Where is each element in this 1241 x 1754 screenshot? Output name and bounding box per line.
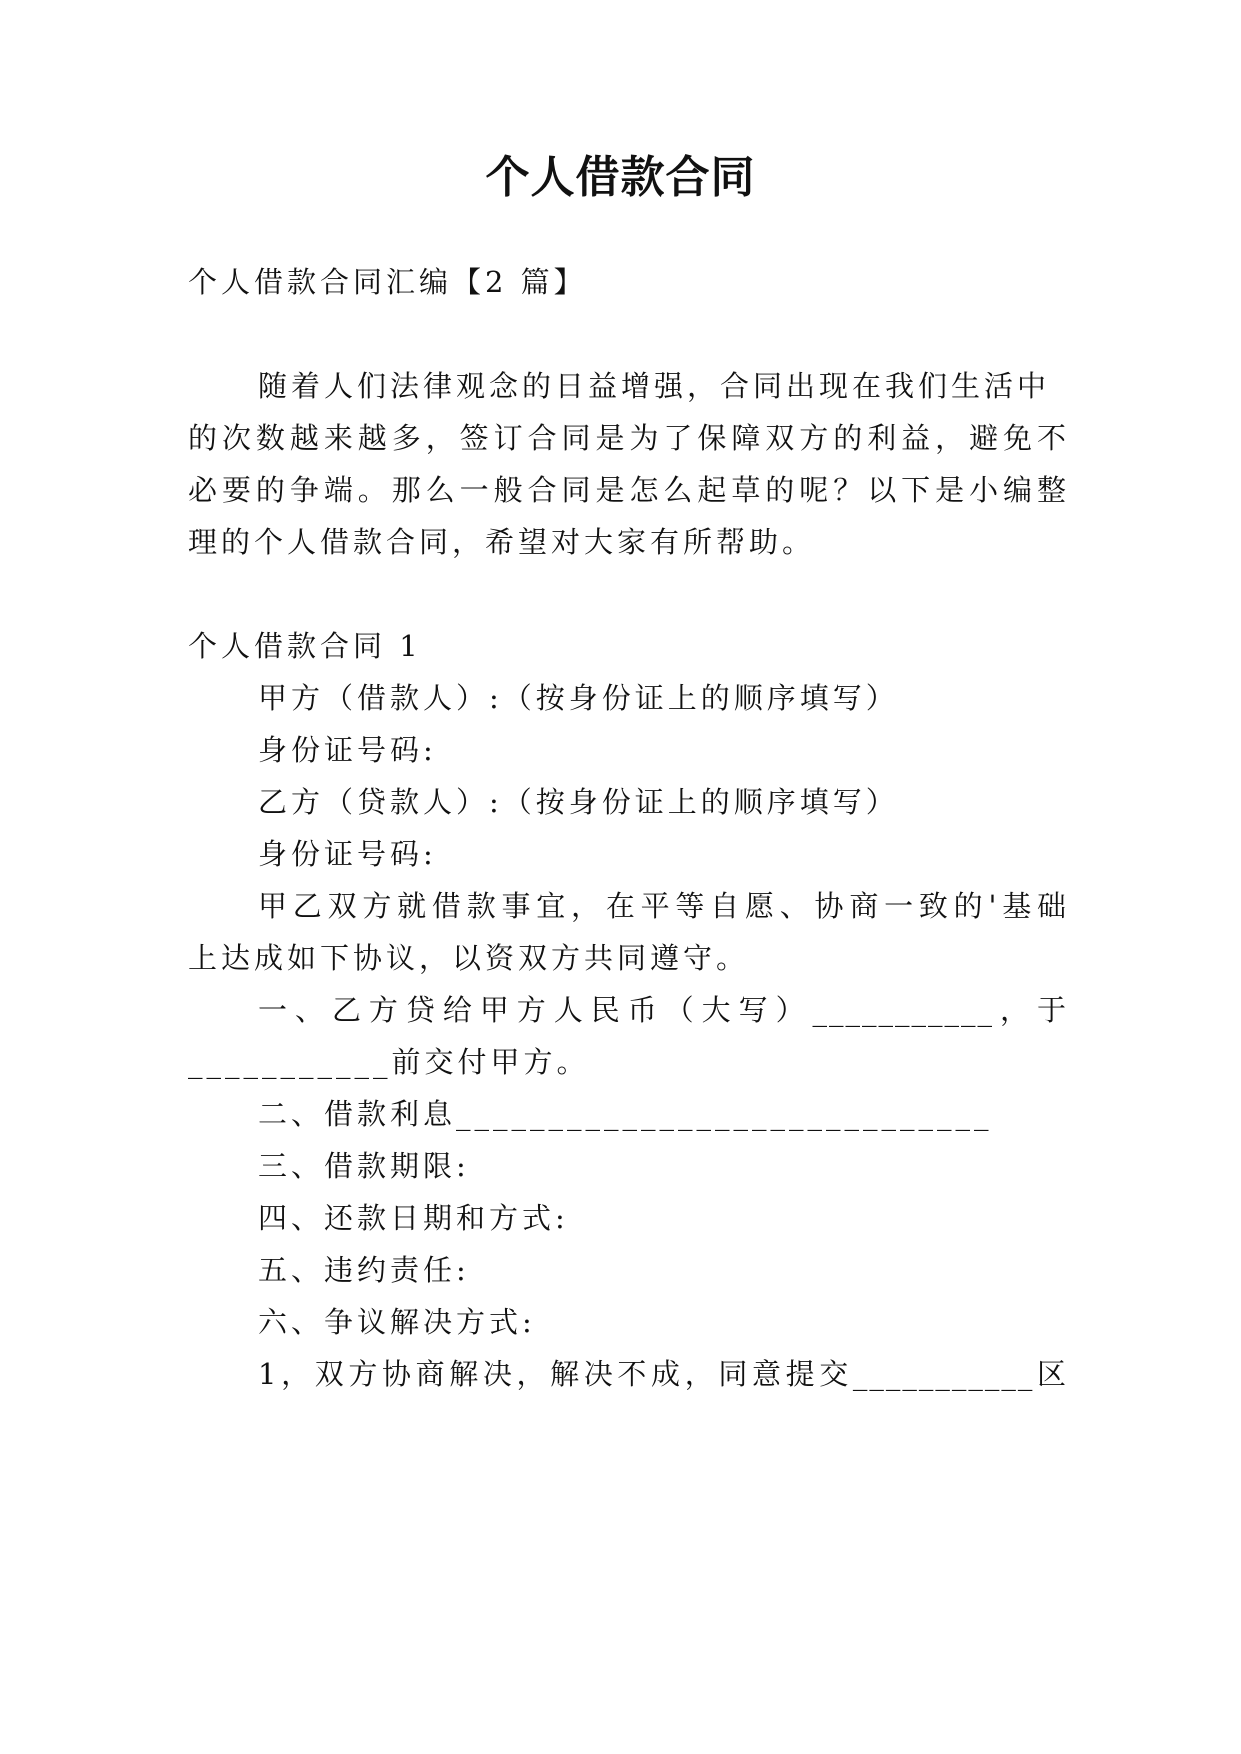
clause-4-line: 四、还款日期和方式: [258, 1201, 569, 1235]
agreement-line-1: 甲乙双方就借款事宜，在平等自愿、协商一致的'基础 [258, 889, 1068, 923]
document-subtitle: 个人借款合同汇编【2 篇】 [188, 265, 587, 299]
intro-line-2: 的次数越来越多，签订合同是为了保障双方的利益，避免不 [188, 421, 1068, 455]
party-a-line: 甲方（借款人）:（按身份证上的顺序填写） [258, 681, 899, 715]
party-b-id-line: 身份证号码: [258, 837, 437, 871]
intro-line-1: 随着人们法律观念的日益增强，合同出现在我们生活中 [258, 369, 1051, 403]
document-title: 个人借款合同 [485, 152, 756, 203]
agreement-line-2: 上达成如下协议，以资双方共同遵守。 [188, 941, 750, 975]
clause-6-item-1-line: 1，双方协商解决，解决不成，同意提交___________区 [258, 1357, 1068, 1391]
party-b-line: 乙方（贷款人）:（按身份证上的顺序填写） [258, 785, 899, 819]
clause-2-line: 二、借款利息_____________________________ [258, 1097, 993, 1131]
clause-1-line-2: ___________前交付甲方。 [188, 1045, 590, 1079]
clause-5-line: 五、违约责任: [258, 1253, 470, 1287]
section-heading: 个人借款合同 1 [188, 629, 422, 663]
clause-6-line: 六、争议解决方式: [258, 1305, 536, 1339]
intro-line-4: 理的个人借款合同，希望对大家有所帮助。 [188, 525, 816, 559]
party-a-id-line: 身份证号码: [258, 733, 437, 767]
intro-line-3: 必要的争端。那么一般合同是怎么起草的呢？以下是小编整 [188, 473, 1068, 507]
clause-1-line-1: 一、乙方贷给甲方人民币（大写）___________，于 [258, 993, 1068, 1027]
clause-3-line: 三、借款期限: [258, 1149, 470, 1183]
